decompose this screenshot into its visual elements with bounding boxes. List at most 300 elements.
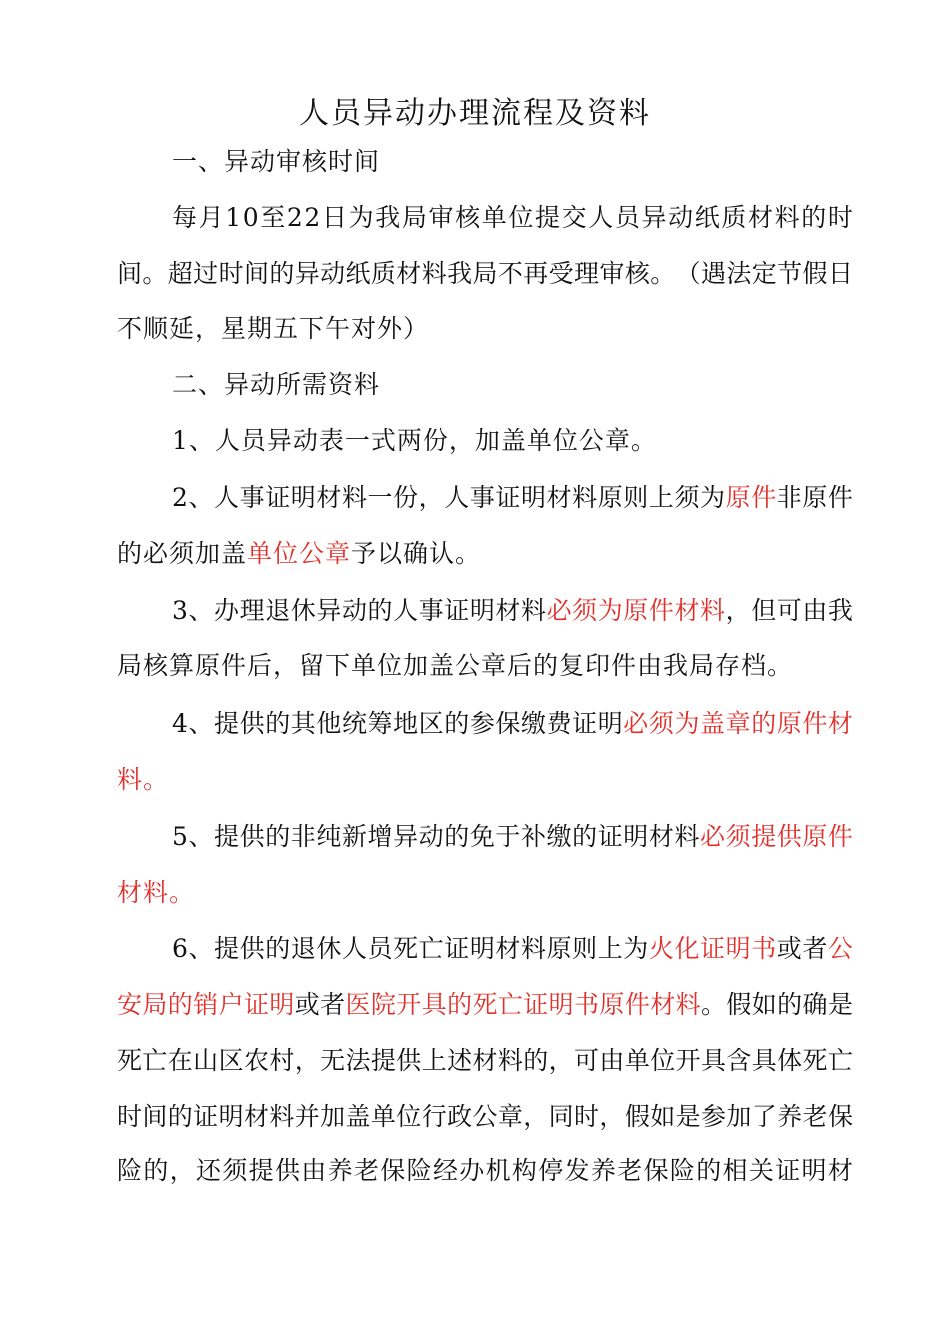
text-char: 料 (674, 822, 700, 851)
highlighted-char: 开 (396, 990, 422, 1019)
text-segment: 二、异动所需资料 (172, 370, 381, 399)
highlighted-char: 的 (167, 990, 193, 1019)
text-char: 、 (188, 934, 214, 963)
text-char: 经 (432, 1156, 458, 1185)
text-char: 假 (624, 1102, 650, 1131)
highlighted-char: 件 (648, 596, 674, 625)
text-segment: 的必须加盖 (117, 539, 248, 568)
text-char: 者 (802, 934, 828, 963)
highlighted-char: 材 (650, 990, 676, 1019)
text-char: 份 (393, 483, 419, 512)
document-title: 人员异动办理流程及资料 (299, 96, 651, 131)
highlighted-char: 提 (751, 822, 777, 851)
text-char: 机 (485, 1156, 511, 1185)
text-char: 供 (274, 1156, 300, 1185)
highlighted-char: 盖 (700, 709, 726, 738)
text-char: 一 (367, 483, 393, 512)
text-char: 村 (269, 1046, 295, 1075)
text-char: 的 (269, 259, 295, 288)
text-char: 政 (447, 1102, 473, 1131)
text-char: 由 (599, 1046, 625, 1075)
text-char: 材 (396, 259, 422, 288)
text-char: 2 (304, 203, 321, 232)
text-char: 险 (669, 1156, 695, 1185)
text-char: 人 (393, 596, 419, 625)
text-char: 确 (802, 990, 828, 1019)
text-char: 审 (428, 203, 454, 232)
text-char: 老 (353, 1156, 379, 1185)
text-char: 死 (117, 1046, 143, 1075)
text-char: 缴 (520, 709, 546, 738)
highlighted-char: 料 (675, 990, 701, 1019)
text-char: 间 (142, 1102, 168, 1131)
text-char: 于 (495, 822, 521, 851)
text-char: 发 (564, 1156, 590, 1185)
text-char: 证 (444, 596, 470, 625)
text-char: 。 (650, 259, 676, 288)
text-char: 山 (193, 1046, 219, 1075)
text-char: 0 (242, 203, 259, 232)
text-char: 材 (546, 483, 572, 512)
text-char: 时 (827, 203, 853, 232)
text-char: 供 (239, 709, 265, 738)
text-char: 体 (777, 1046, 803, 1075)
text-char: 上 (597, 934, 623, 963)
text-char: 节 (777, 259, 803, 288)
text-char: ， (294, 1046, 320, 1075)
text-char: 为 (623, 934, 649, 963)
text-char: 审 (599, 259, 625, 288)
text-char: 提 (214, 934, 240, 963)
text-char: 异 (393, 822, 419, 851)
text-char: 动 (668, 203, 694, 232)
highlighted-char: 院 (370, 990, 396, 1019)
text-char: 我 (827, 596, 853, 625)
highlighted-char: 医 (345, 990, 371, 1019)
text-char: 了 (751, 1102, 777, 1131)
text-char: 保 (495, 709, 521, 738)
highlighted-char: 明 (548, 990, 574, 1019)
text-char: 保 (380, 1156, 406, 1185)
text-char: 料 (421, 259, 447, 288)
text-segment: 予以确认。 (351, 539, 482, 568)
highlighted-char: 原 (599, 990, 625, 1019)
highlighted-char: 证 (243, 990, 269, 1019)
text-segment: 局核算原件后，留下单位加盖公章后的复印件由我局存档。 (117, 651, 794, 680)
text-char: 休 (316, 934, 342, 963)
text-char: 险 (117, 1156, 143, 1185)
text-char: 新 (341, 822, 367, 851)
highlighted-char: 原 (623, 596, 649, 625)
highlighted-char: 亡 (497, 990, 523, 1019)
text-char: 者 (320, 990, 346, 1019)
text-char: 开 (675, 1046, 701, 1075)
text-char: 加 (726, 1102, 752, 1131)
text-char: 理 (574, 259, 600, 288)
highlighted-char: 户 (218, 990, 244, 1019)
highlighted-char: 化 (674, 934, 700, 963)
highlighted-char: 必 (546, 596, 572, 625)
highlighted-char: 供 (776, 822, 802, 851)
text-char: 在 (167, 1046, 193, 1075)
text-char: 则 (572, 934, 598, 963)
highlighted-char: 件 (802, 709, 828, 738)
text-char: 、 (188, 822, 214, 851)
paragraph-line (172, 929, 853, 969)
text-char: 月 (198, 203, 224, 232)
text-char: 纸 (694, 203, 720, 232)
text-char: 为 (348, 203, 374, 232)
highlighted-char: 原 (802, 822, 828, 851)
text-char: 交 (561, 203, 587, 232)
text-char: 退 (290, 934, 316, 963)
text-char: 证 (775, 1156, 801, 1185)
text-char: 质 (370, 259, 396, 288)
text-char: 非 (290, 822, 316, 851)
text-char: 超 (167, 259, 193, 288)
text-char: 提 (534, 203, 560, 232)
highlighted-char: 书 (574, 990, 600, 1019)
text-char: 1 (225, 203, 242, 232)
text-char: 补 (520, 822, 546, 851)
text-char: 提 (248, 1156, 274, 1185)
text-char: 人 (214, 483, 240, 512)
text-char: 时 (117, 1102, 143, 1131)
highlighted-char: 明 (269, 990, 295, 1019)
text-char: 2 (172, 483, 188, 512)
text-char: 单 (624, 1046, 650, 1075)
paragraph-line (172, 198, 853, 238)
text-char: 养 (327, 1156, 353, 1185)
text-char: 非 (776, 483, 802, 512)
paragraph-line (117, 873, 853, 913)
text-char: 提 (214, 822, 240, 851)
text-char: 上 (421, 1046, 447, 1075)
text-char: 章 (497, 1102, 523, 1131)
highlighted-char: 材 (827, 709, 853, 738)
text-char: 材 (316, 483, 342, 512)
text-char: 原 (546, 934, 572, 963)
text-char: 明 (469, 934, 495, 963)
text-char: ， (169, 1156, 195, 1185)
text-char: 局 (472, 259, 498, 288)
text-char: 农 (243, 1046, 269, 1075)
text-char: 异 (316, 596, 342, 625)
text-char: 养 (590, 1156, 616, 1185)
text-char: 退 (265, 596, 291, 625)
text-char: 险 (406, 1156, 432, 1185)
text-char: 的 (265, 822, 291, 851)
text-char: 明 (290, 483, 316, 512)
text-char: 异 (294, 259, 320, 288)
text-char: 缴 (546, 822, 572, 851)
text-char: 养 (777, 1102, 803, 1131)
text-char: 料 (520, 596, 546, 625)
text-char: 述 (447, 1046, 473, 1075)
paragraph-line (172, 421, 853, 461)
text-char: 老 (802, 1102, 828, 1131)
highlighted-char: 具 (421, 990, 447, 1019)
highlighted-char: 章 (725, 709, 751, 738)
text-char: 材 (648, 822, 674, 851)
text-char: 原 (597, 483, 623, 512)
text-char: 明 (623, 822, 649, 851)
text-char: 停 (538, 1156, 564, 1185)
text-char: 位 (396, 1102, 422, 1131)
text-char: 纯 (316, 822, 342, 851)
text-char: 不 (497, 259, 523, 288)
text-char: 料 (774, 203, 800, 232)
text-char: 公 (472, 1102, 498, 1131)
text-char: 证 (572, 709, 598, 738)
text-char: 受 (548, 259, 574, 288)
highlighted-char: 材 (674, 596, 700, 625)
paragraph-line (172, 478, 853, 518)
text-segment: 1、人员异动表一式两份，加盖单位公章。 (172, 426, 657, 455)
text-char: ， (418, 483, 444, 512)
text-char: 。 (700, 990, 726, 1019)
text-char: 核 (624, 259, 650, 288)
text-char: 区 (418, 709, 444, 738)
text-char: 纸 (345, 259, 371, 288)
text-char: 上 (648, 483, 674, 512)
highlighted-char: 局 (142, 990, 168, 1019)
highlighted-char: 原 (725, 483, 751, 512)
text-char: 亡 (827, 1046, 853, 1075)
text-char: 明 (520, 483, 546, 512)
paragraph-line (172, 142, 853, 182)
text-char: 其 (290, 709, 316, 738)
highlighted-char: 公 (827, 934, 853, 963)
text-char: 遇 (700, 259, 726, 288)
text-char: 日 (827, 259, 853, 288)
text-char: 材 (243, 1102, 269, 1131)
text-char: 须 (674, 483, 700, 512)
text-char: 位 (508, 203, 534, 232)
text-char: 为 (700, 483, 726, 512)
text-char: 并 (294, 1102, 320, 1131)
text-char: 可 (574, 1046, 600, 1075)
text-char: 如 (751, 990, 777, 1019)
text-char: 核 (455, 203, 481, 232)
text-char: 人 (341, 934, 367, 963)
highlighted-text: 材料。 (117, 878, 196, 907)
text-char: 质 (721, 203, 747, 232)
text-char: 地 (393, 709, 419, 738)
text-char: 免 (469, 822, 495, 851)
highlighted-char: 须 (572, 596, 598, 625)
text-char: 料 (269, 1102, 295, 1131)
text-char: 参 (469, 709, 495, 738)
text-char: 5 (172, 822, 188, 851)
text-char: 证 (444, 934, 470, 963)
text-char: 原 (802, 483, 828, 512)
paragraph-line (117, 1041, 853, 1081)
text-char: 的 (523, 1046, 549, 1075)
text-char: 每 (172, 203, 198, 232)
text-char: 的 (696, 1156, 722, 1185)
highlighted-char: 必 (700, 822, 726, 851)
text-char: 理 (239, 596, 265, 625)
text-char: 筹 (367, 709, 393, 738)
paragraph-line (172, 704, 853, 744)
text-char: 关 (748, 1156, 774, 1185)
paragraph-line (117, 1097, 853, 1137)
text-char: 、 (188, 596, 214, 625)
text-char: 材 (747, 203, 773, 232)
text-char: 时 (574, 1102, 600, 1131)
paragraph-line (117, 254, 853, 294)
paragraph-line (117, 309, 853, 349)
text-char: 事 (239, 483, 265, 512)
text-char: 须 (222, 1156, 248, 1185)
highlighted-char: 火 (648, 934, 674, 963)
text-char: 区 (218, 1046, 244, 1075)
text-char: 含 (726, 1046, 752, 1075)
text-char: ， (599, 1102, 625, 1131)
text-char: 动 (320, 259, 346, 288)
text-char: 参 (700, 1102, 726, 1131)
text-char: 3 (172, 596, 188, 625)
text-char: 由 (301, 1156, 327, 1185)
text-char: 员 (367, 934, 393, 963)
highlighted-char: 必 (623, 709, 649, 738)
highlighted-char: 死 (472, 990, 498, 1019)
highlighted-char: 为 (597, 596, 623, 625)
text-char: 提 (370, 1046, 396, 1075)
text-char: 的 (801, 203, 827, 232)
text-char: 的 (572, 822, 598, 851)
text-char: 事 (418, 596, 444, 625)
text-char: 明 (597, 709, 623, 738)
text-char: 办 (214, 596, 240, 625)
text-char: 材 (495, 596, 521, 625)
text-char: 的 (167, 1102, 193, 1131)
text-char: 亡 (142, 1046, 168, 1075)
highlighted-text: 料。 (117, 765, 170, 794)
text-char: 保 (827, 1102, 853, 1131)
text-char: 统 (341, 709, 367, 738)
text-char: 4 (172, 709, 188, 738)
text-char: 证 (495, 483, 521, 512)
highlighted-char: 须 (648, 709, 674, 738)
text-char: 证 (193, 1102, 219, 1131)
text-char: 具 (700, 1046, 726, 1075)
text-char: 材 (495, 934, 521, 963)
text-char: 事 (469, 483, 495, 512)
text-char: 料 (572, 483, 598, 512)
text-char: 办 (459, 1156, 485, 1185)
text-char: 2 (286, 203, 303, 232)
text-char: 料 (520, 934, 546, 963)
text-char: 法 (726, 259, 752, 288)
highlighted-char: 证 (700, 934, 726, 963)
highlighted-char: 件 (624, 990, 650, 1019)
paragraph-line (117, 1151, 853, 1191)
text-char: 定 (751, 259, 777, 288)
text-char: 由 (802, 596, 828, 625)
highlighted-char: 的 (447, 990, 473, 1019)
paragraph-line (117, 760, 853, 800)
text-char: 费 (546, 709, 572, 738)
text-char: 至 (260, 203, 286, 232)
text-char: ， (523, 1102, 549, 1131)
highlighted-char: 为 (674, 709, 700, 738)
text-segment: 一、异动审核时间 (172, 147, 381, 176)
text-char: 休 (290, 596, 316, 625)
text-char: 单 (370, 1102, 396, 1131)
text-char: 的 (367, 596, 393, 625)
text-char: 异 (641, 203, 667, 232)
highlighted-char: 证 (523, 990, 549, 1019)
text-char: 具 (751, 1046, 777, 1075)
text-char: 材 (472, 1046, 498, 1075)
paragraph-line (172, 591, 853, 631)
highlighted-text: 单位公章 (247, 539, 352, 568)
highlighted-char: 销 (193, 990, 219, 1019)
text-char: 提 (214, 709, 240, 738)
text-char: 件 (827, 483, 853, 512)
text-char: 6 (172, 934, 188, 963)
text-char: 动 (341, 596, 367, 625)
text-char: 日 (321, 203, 347, 232)
text-char: 老 (617, 1156, 643, 1185)
text-char: 的 (143, 1156, 169, 1185)
highlighted-char: 书 (751, 934, 777, 963)
paragraph-line (117, 534, 853, 574)
text-char: 他 (316, 709, 342, 738)
text-char: 是 (675, 1102, 701, 1131)
highlighted-char: 件 (751, 483, 777, 512)
text-char: 供 (239, 822, 265, 851)
text-char: 相 (722, 1156, 748, 1185)
text-char: （ (675, 259, 701, 288)
text-char: 人 (444, 483, 470, 512)
text-char: 的 (444, 822, 470, 851)
text-char: 亡 (418, 934, 444, 963)
text-char: 还 (195, 1156, 221, 1185)
highlighted-char: 原 (776, 709, 802, 738)
text-char: 供 (396, 1046, 422, 1075)
paragraph-line (172, 817, 853, 857)
text-char: 可 (776, 596, 802, 625)
text-char: 供 (239, 934, 265, 963)
text-char: 再 (523, 259, 549, 288)
text-char: 死 (393, 934, 419, 963)
text-char: 材 (827, 1156, 853, 1185)
paragraph-line (117, 646, 853, 686)
highlighted-char: 件 (827, 822, 853, 851)
text-char: 。 (142, 259, 168, 288)
highlighted-char: 料 (700, 596, 726, 625)
text-char: 间 (243, 259, 269, 288)
text-char: 我 (447, 259, 473, 288)
text-char: 则 (623, 483, 649, 512)
paragraph-line (172, 365, 853, 405)
text-char: 单 (481, 203, 507, 232)
paragraph-line (117, 985, 853, 1025)
text-segment: 不顺延，星期五下午对外） (117, 314, 430, 343)
text-char: 加 (320, 1102, 346, 1131)
text-char: 明 (218, 1102, 244, 1131)
text-char: 料 (341, 483, 367, 512)
text-char: 明 (801, 1156, 827, 1185)
text-char: 局 (401, 203, 427, 232)
text-char: 但 (751, 596, 777, 625)
text-char: 或 (294, 990, 320, 1019)
text-char: 、 (188, 709, 214, 738)
text-char: 的 (265, 934, 291, 963)
